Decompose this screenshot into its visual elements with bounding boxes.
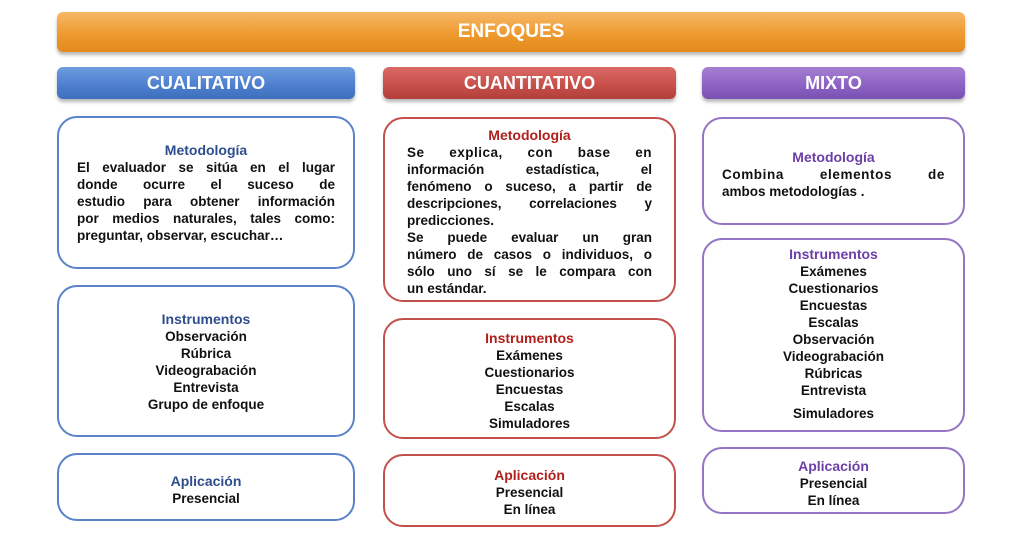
instrumento-item: Simuladores <box>792 406 875 421</box>
cuantitativo-aplicacion-box <box>383 454 676 527</box>
instrumento-item: Exámenes <box>496 348 563 363</box>
metodologia-line: sólo uno sí se le compara con <box>407 264 652 279</box>
metodologia-line: estudio para obtener información <box>77 194 335 209</box>
metodologia-line: número de casos o individuos, o <box>407 247 652 262</box>
header-cuantitativo <box>383 67 676 99</box>
mixto-aplicacion-box <box>702 447 965 514</box>
header-mixto-label: MIXTO <box>805 72 862 93</box>
metodologia-line: preguntar, observar, escuchar… <box>77 228 284 243</box>
cuantitativo-instrumentos-box <box>383 318 676 439</box>
instrumento-item: Encuestas <box>495 382 564 397</box>
aplicacion-item: Presencial <box>172 491 240 506</box>
cualitativo-instrumentos-box <box>57 285 355 437</box>
mixto-metodologia-box <box>702 117 965 225</box>
instrumento-item: Rúbricas <box>804 366 863 381</box>
header-cualitativo <box>57 67 355 99</box>
instrumento-item: Observación <box>165 329 247 344</box>
instrumento-item: Cuestionarios <box>484 365 575 380</box>
aplicacion-list <box>395 484 664 518</box>
instrumentos-title: Instrumentos <box>789 246 878 262</box>
aplicacion-title: Aplicación <box>494 467 565 483</box>
cualitativo-metodologia-box <box>57 116 355 269</box>
instrumentos-list <box>69 328 343 413</box>
metodologia-line: un estándar. <box>407 281 487 296</box>
metodologia-line: donde ocurre el suceso de <box>77 177 335 192</box>
metodologia-title: Metodología <box>792 149 875 165</box>
instrumento-item: Rúbrica <box>180 346 232 361</box>
aplicacion-title: Aplicación <box>170 473 242 489</box>
mixto-instrumentos-box <box>702 238 965 432</box>
cualitativo-aplicacion-box <box>57 453 355 521</box>
aplicacion-list <box>69 490 343 507</box>
aplicacion-list <box>714 475 953 509</box>
aplicacion-item: En línea <box>807 493 860 508</box>
header-cualitativo-label: CUALITATIVO <box>146 72 266 93</box>
instrumento-item: Grupo de enfoque <box>147 397 265 412</box>
aplicacion-item: En línea <box>503 502 556 517</box>
metodologia-line: El evaluador se sitúa en el lugar <box>77 160 335 175</box>
metodologia-title: Metodología <box>488 127 571 143</box>
instrumento-item: Videograbación <box>155 363 257 378</box>
metodologia-line: por medios naturales, tales como: <box>77 211 335 226</box>
header-mixto <box>702 67 965 99</box>
instrumento-item: Cuestionarios <box>788 281 879 296</box>
instrumento-item: Simuladores <box>488 416 571 431</box>
metodologia-line: predicciones. <box>407 213 495 228</box>
cuantitativo-metodologia-box <box>383 117 676 302</box>
instrumento-item: Observación <box>792 332 875 347</box>
instrumento-item: Escalas <box>808 315 859 330</box>
aplicacion-item: Presencial <box>495 485 564 500</box>
metodologia-line: fenómeno o suceso, a partir de <box>407 179 652 194</box>
instrumento-item: Encuestas <box>799 298 868 313</box>
metodologia-line: ambos metodologías . <box>722 184 865 199</box>
instrumento-item: Escalas <box>504 399 555 414</box>
header-cuantitativo-label: CUANTITATIVO <box>463 72 596 93</box>
instrumento-item: Entrevista <box>800 383 867 398</box>
instrumento-item: Entrevista <box>173 380 239 395</box>
metodologia-line: descripciones, correlaciones y <box>407 196 652 211</box>
instrumentos-title: Instrumentos <box>485 330 574 346</box>
enfoques-title: ENFOQUES <box>457 21 565 42</box>
aplicacion-item: Presencial <box>799 476 868 491</box>
enfoques-title-banner <box>57 12 965 52</box>
metodologia-line: Se puede evaluar un gran <box>407 230 652 245</box>
metodologia-line: Se explica, con base en <box>407 145 652 160</box>
instrumentos-list <box>395 347 664 432</box>
metodologia-title: Metodología <box>164 142 248 158</box>
metodologia-line: información estadística, el <box>407 162 652 177</box>
instrumentos-list <box>714 263 953 422</box>
instrumentos-title: Instrumentos <box>161 311 251 327</box>
aplicacion-title: Aplicación <box>798 458 869 474</box>
instrumento-item: Exámenes <box>800 264 867 279</box>
instrumento-item: Videograbación <box>782 349 885 364</box>
metodologia-line: Combina elementos de <box>722 167 945 182</box>
